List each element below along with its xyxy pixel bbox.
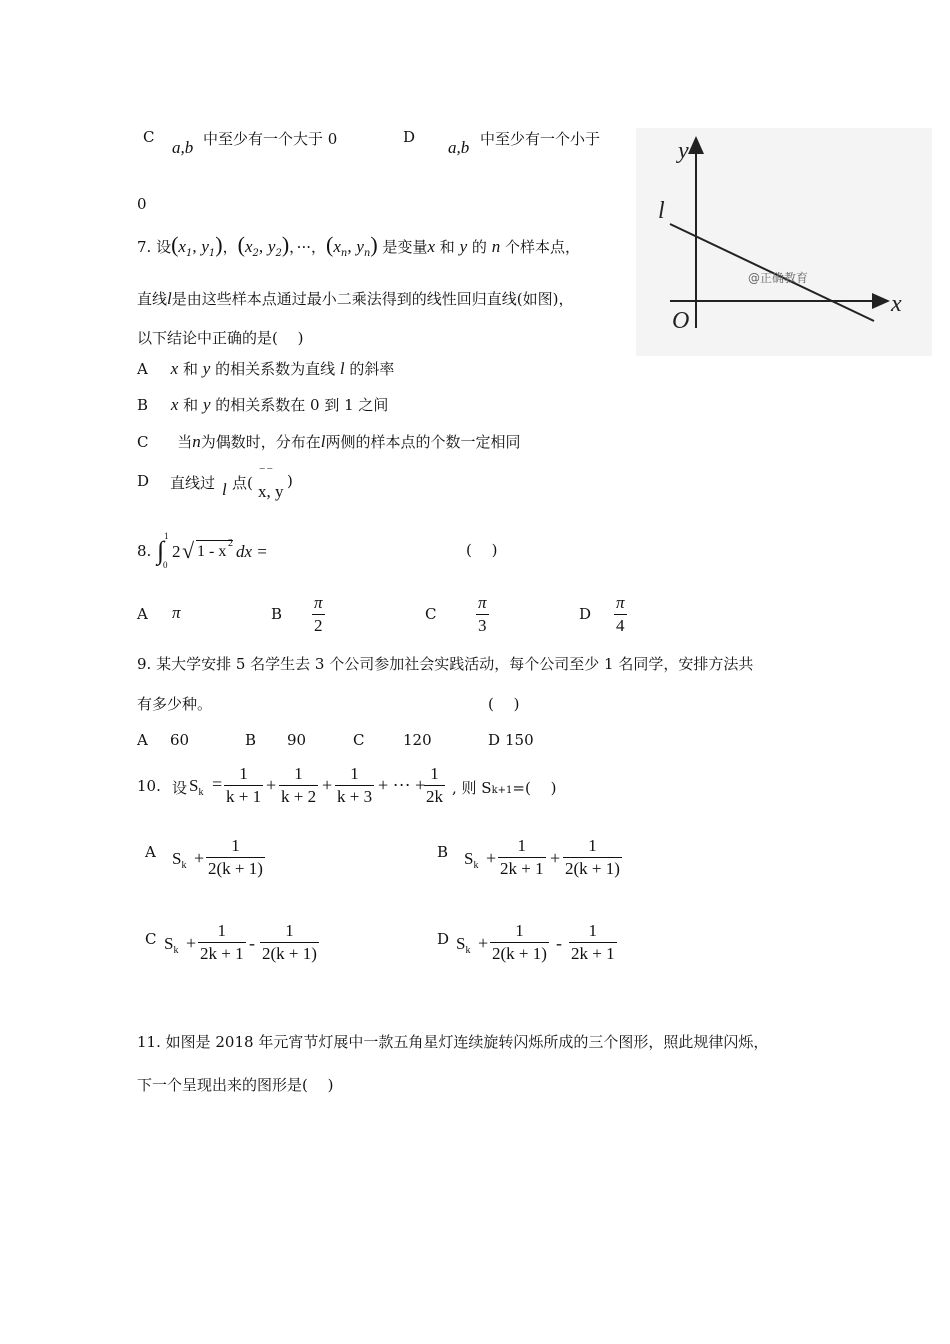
q11-stem-line2: 下一个呈现出来的图形是( ) bbox=[137, 1076, 334, 1094]
q7-option-b-t1: 和 bbox=[183, 396, 199, 414]
q7-p1-x: x bbox=[178, 237, 186, 256]
q8-answer-paren: ( ) bbox=[466, 541, 498, 559]
q10-term2 bbox=[279, 763, 318, 808]
q7-p1-x-sub: 1 bbox=[185, 248, 193, 259]
q8-option-b-label: B bbox=[271, 605, 283, 623]
q10-ellipsis: + ··· + bbox=[378, 775, 426, 795]
q10-term4-num: 1 bbox=[424, 763, 445, 786]
q8-option-d-num: π bbox=[614, 592, 627, 615]
q10-option-d-den2: 2k + 1 bbox=[571, 944, 615, 963]
q6-option-d-label: D bbox=[403, 128, 416, 146]
q10-option-b-fraction2 bbox=[563, 835, 622, 880]
q10-term1-den: k + 1 bbox=[226, 787, 262, 806]
q10-term4 bbox=[424, 763, 445, 808]
sk-sub: k bbox=[473, 860, 479, 871]
q7-line2-a: 直线 bbox=[137, 290, 168, 308]
integral-dx: dx = bbox=[236, 542, 268, 561]
q7-stem-line1: 7. 设($x_1$, $y_1$)，($x_2$, $y_2$)，···，($x_n$, $y_n$) 是变量x 和 y 的 n 个样本点， bbox=[137, 232, 581, 259]
q10-option-c-fraction1 bbox=[198, 920, 246, 965]
q7-p2-y-sub: 2 bbox=[275, 248, 282, 259]
q8-option-a-label: A bbox=[137, 605, 148, 623]
q10-option-d-plus: + bbox=[478, 933, 489, 953]
q8-number: 8. bbox=[137, 542, 152, 560]
q9-option-b-value: 90 bbox=[287, 731, 307, 749]
q7-option-a bbox=[137, 358, 394, 379]
q10-option-b-sk bbox=[464, 849, 478, 871]
q10-option-a-label: A bbox=[145, 843, 156, 861]
q7-option-d-t2: 点( bbox=[232, 474, 253, 492]
q10-option-c-num1: 1 bbox=[198, 920, 246, 943]
q10-option-d-den1: 2(k + 1) bbox=[492, 944, 547, 963]
q7-option-a-t3: 的斜率 bbox=[349, 360, 395, 378]
q7-text1: 是变量 bbox=[382, 238, 428, 256]
q10-option-a-fraction bbox=[206, 835, 265, 880]
q7-option-a-label: A bbox=[137, 360, 148, 378]
line-label: l bbox=[658, 198, 665, 224]
q10-option-c-sk bbox=[164, 934, 178, 956]
q7-stem-line2 bbox=[137, 288, 573, 309]
q8-option-b-fraction bbox=[312, 592, 325, 637]
q10-option-c-label: C bbox=[145, 930, 157, 948]
q7-p2-x: x bbox=[244, 237, 253, 256]
q7-option-d-t1: 直线过 bbox=[170, 474, 216, 492]
q7-option-c bbox=[137, 431, 521, 452]
sk-s: S bbox=[464, 849, 474, 868]
q7-text4: 个样本点， bbox=[505, 238, 581, 256]
q10-option-c-minus: - bbox=[249, 933, 255, 953]
q7-text2: 和 bbox=[439, 238, 455, 256]
q7-pn-y: y bbox=[356, 237, 364, 256]
q7-option-c-t1: 当 bbox=[177, 433, 193, 451]
q6-option-d-continuation: 0 bbox=[137, 195, 147, 213]
q7-option-d-xy: x, y bbox=[258, 482, 284, 501]
q9-option-a-value: 60 bbox=[170, 731, 190, 749]
q10-then-end: =( ) bbox=[512, 779, 557, 797]
q7-option-c-l: l bbox=[320, 432, 326, 451]
q9-stem-line2: 有多少种。 bbox=[137, 695, 213, 713]
regression-figure bbox=[636, 128, 932, 356]
q10-option-c-den2: 2(k + 1) bbox=[262, 944, 317, 963]
q10-option-b-label: B bbox=[437, 843, 449, 861]
sk-sub: k bbox=[173, 945, 179, 956]
q10-then-text: , 则 S bbox=[452, 779, 492, 797]
q10-term3-den: k + 3 bbox=[337, 787, 373, 806]
q7-option-c-t3: 两侧的样本点的个数一定相同 bbox=[325, 433, 521, 451]
watermark: @正确教育 bbox=[748, 271, 809, 285]
q10-option-d-sk bbox=[456, 934, 470, 956]
paren-close: ) bbox=[215, 232, 223, 257]
q6-option-d-vars: a,b bbox=[448, 138, 470, 157]
paren-open: ( bbox=[171, 232, 179, 257]
q7-var-x: x bbox=[427, 237, 436, 256]
q10-option-d-num1: 1 bbox=[490, 920, 549, 943]
radicand-power: 2 bbox=[228, 538, 233, 549]
q7-option-c-label: C bbox=[137, 433, 149, 451]
q10-sk-s: S bbox=[189, 776, 199, 795]
q8-option-d-den: 4 bbox=[616, 616, 625, 635]
q10-term1 bbox=[224, 763, 263, 808]
q10-term2-den: k + 2 bbox=[281, 787, 317, 806]
q8-option-b-den: 2 bbox=[314, 616, 323, 635]
q8-option-a-value: π bbox=[172, 603, 181, 622]
q8-option-b-num: π bbox=[312, 592, 325, 615]
q10-option-a-num: 1 bbox=[206, 835, 265, 858]
integrand-coef: 2 bbox=[172, 542, 181, 561]
q10-plus2: + bbox=[322, 775, 333, 795]
q7-option-d-t3: ) bbox=[287, 472, 293, 490]
q10-option-b-num2: 1 bbox=[563, 835, 622, 858]
q10-option-b-num1: 1 bbox=[498, 835, 546, 858]
q9-option-d-value: 150 bbox=[505, 731, 534, 749]
paren-close: ) bbox=[370, 232, 378, 257]
q7-dots: ，···， bbox=[289, 238, 326, 256]
q10-then bbox=[452, 777, 556, 798]
regression-plot bbox=[636, 128, 932, 356]
q10-then-sub: k+1 bbox=[491, 785, 513, 796]
q7-option-d-label: D bbox=[137, 472, 150, 490]
q10-term1-num: 1 bbox=[224, 763, 263, 786]
q9-stem-line1: 9. 某大学安排 5 名学生去 3 个公司参加社会实践活动，每个公司至少 1 名同学，安排方法共 bbox=[137, 655, 754, 673]
q10-option-d-minus: - bbox=[556, 933, 562, 953]
q10-option-c-num2: 1 bbox=[260, 920, 319, 943]
q7-var-n: n bbox=[491, 237, 501, 256]
q10-number: 10. bbox=[137, 777, 161, 795]
sk-sub: k bbox=[181, 860, 187, 871]
q7-p2-y: y bbox=[267, 237, 276, 256]
sk-s: S bbox=[456, 934, 466, 953]
q7-option-b-t2: 的相关系数在 0 到 1 之间 bbox=[215, 396, 389, 414]
paren-open: ( bbox=[325, 232, 334, 257]
q10-term2-num: 1 bbox=[279, 763, 318, 786]
q6-option-c-vars: a,b bbox=[172, 138, 194, 157]
y-axis-label: y bbox=[678, 138, 689, 164]
sk-s: S bbox=[164, 934, 174, 953]
q7-option-c-t2: 为偶数时，分布在 bbox=[200, 433, 321, 451]
q9-option-c-value: 120 bbox=[403, 731, 432, 749]
q6-option-c-text: 中至少有一个大于 0 bbox=[203, 130, 338, 148]
q7-option-b-y: y bbox=[202, 395, 211, 414]
q8-option-c-den: 3 bbox=[478, 616, 487, 635]
q7-p2-x-sub: 2 bbox=[252, 248, 259, 259]
q10-option-d-fraction1 bbox=[490, 920, 549, 965]
q10-option-b-plus1: + bbox=[486, 848, 497, 868]
q10-term3-num: 1 bbox=[335, 763, 374, 786]
q7-p1-y-sub: 1 bbox=[208, 248, 216, 259]
q7-prefix: 7. 设 bbox=[137, 238, 172, 256]
q7-var-y: y bbox=[459, 237, 468, 256]
q7-option-c-n: n bbox=[192, 432, 201, 451]
q8-option-d-label: D bbox=[579, 605, 592, 623]
q7-pn-y-sub: n bbox=[363, 248, 371, 259]
sk-s: S bbox=[172, 849, 182, 868]
q8-option-d-fraction bbox=[614, 592, 627, 637]
q10-option-b-den2: 2(k + 1) bbox=[565, 859, 620, 878]
q8-option-c-num: π bbox=[476, 592, 489, 615]
origin-label: O bbox=[672, 308, 690, 334]
integral-lower: 0 bbox=[163, 560, 168, 570]
integral-upper: 1 bbox=[164, 531, 169, 541]
q7-option-a-y: y bbox=[202, 359, 211, 378]
q6-option-d-text: 中至少有一个小于 bbox=[480, 130, 601, 148]
q9-answer-paren: ( ) bbox=[488, 695, 520, 713]
q10-text-let: 设 bbox=[172, 779, 188, 797]
q10-option-a-den: 2(k + 1) bbox=[208, 859, 263, 878]
q10-term4-den: 2k bbox=[426, 787, 443, 806]
paren-close: ) bbox=[281, 232, 290, 257]
q10-option-a-plus: + bbox=[194, 848, 205, 868]
q10-option-c-den1: 2k + 1 bbox=[200, 944, 244, 963]
q8-option-c-fraction bbox=[476, 592, 489, 637]
q6-option-c-label: C bbox=[143, 128, 155, 146]
radicand: 1 - x bbox=[197, 543, 227, 560]
q7-option-b-x: x bbox=[170, 395, 179, 414]
q7-option-a-l: l bbox=[339, 359, 345, 378]
q10-option-b-den1: 2k + 1 bbox=[500, 859, 544, 878]
q9-option-a-label: A bbox=[137, 731, 148, 749]
q7-line2-l: l bbox=[167, 289, 172, 308]
q10-plus1: + bbox=[266, 775, 277, 795]
q7-line2-b: 是由这些样本点通过最小二乘法得到的线性回归直线(如图)， bbox=[171, 290, 574, 308]
q10-option-b-plus2: + bbox=[550, 848, 561, 868]
q7-p1-y: y bbox=[201, 237, 209, 256]
paren-open: ( bbox=[237, 232, 245, 257]
q7-option-d-l: l bbox=[222, 480, 227, 499]
integral-sign: ∫ bbox=[157, 536, 165, 565]
q9-option-b-label: B bbox=[245, 731, 257, 749]
q10-option-a-sk bbox=[172, 849, 186, 871]
q10-sk-sub: k bbox=[198, 787, 204, 798]
q7-option-a-t1: 和 bbox=[182, 360, 198, 378]
q7-option-d-bars: ‾ ‾ bbox=[260, 466, 272, 481]
q7-text3: 的 bbox=[471, 238, 487, 256]
q11-stem-line1: 11. 如图是 2018 年元宵节灯展中一款五角星灯连续旋转闪烁所成的三个图形，照此规律闪烁， bbox=[137, 1033, 769, 1051]
q9-option-d-label: D bbox=[488, 731, 501, 749]
q7-option-b-label: B bbox=[137, 396, 149, 414]
sk-sub: k bbox=[465, 945, 471, 956]
q7-pn-x: x bbox=[333, 237, 341, 256]
q7-option-b bbox=[137, 394, 388, 415]
q7-pn-x-sub: n bbox=[340, 248, 348, 259]
q10-option-b-fraction1 bbox=[498, 835, 546, 880]
q10-option-c-fraction2 bbox=[260, 920, 319, 965]
q10-equals: = bbox=[212, 774, 223, 794]
q9-option-c-label: C bbox=[353, 731, 365, 749]
q10-sk bbox=[189, 776, 203, 798]
q10-option-c-plus: + bbox=[186, 933, 197, 953]
sqrt-sign: √ bbox=[182, 538, 195, 563]
q10-term3 bbox=[335, 763, 374, 808]
q7-stem-line3: 以下结论中正确的是( ) bbox=[137, 329, 304, 347]
q7-option-a-t2: 的相关系数为直线 bbox=[215, 360, 336, 378]
q7-option-a-x: x bbox=[170, 359, 179, 378]
q10-option-d-label: D bbox=[437, 930, 450, 948]
x-axis-label: x bbox=[891, 291, 902, 317]
q10-option-d-fraction2 bbox=[569, 920, 617, 965]
q8-option-c-label: C bbox=[425, 605, 437, 623]
q10-option-d-num2: 1 bbox=[569, 920, 617, 943]
